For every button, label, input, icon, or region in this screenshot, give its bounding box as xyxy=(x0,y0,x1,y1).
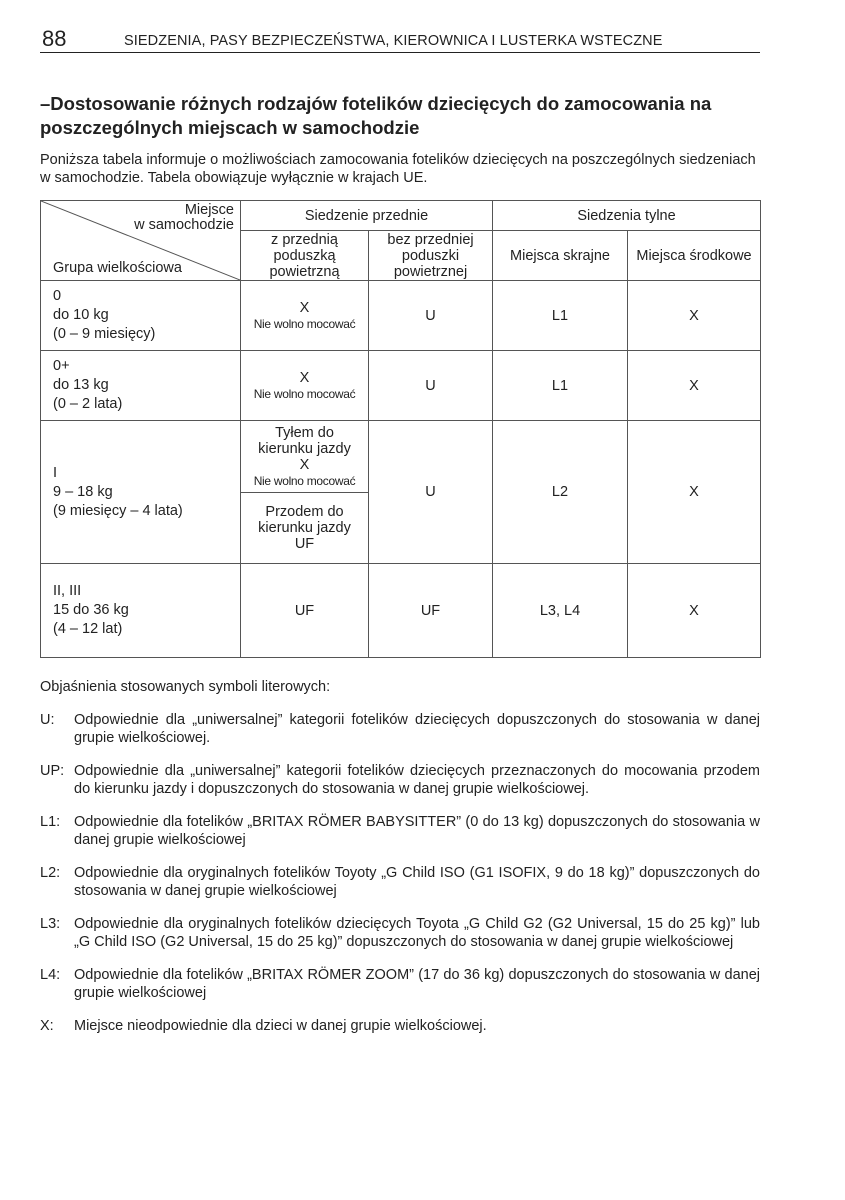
legend-text: Odpowiednie dla „uniwersalnej” kategorii fotelików dziecięcych dopuszczonych do stosowania w danej grupie wielkościowej. xyxy=(74,712,760,746)
outer-seats-header: Miejsca skrajne xyxy=(493,231,628,281)
group-cell: 0+ do 13 kg (0 – 2 lata) xyxy=(41,351,241,421)
rear-middle-cell: X xyxy=(628,421,761,564)
forward-facing-option: Przodem do kierunku jazdy UF xyxy=(258,504,351,552)
running-header: SIEDZENIA, PASY BEZPIECZEŃSTWA, KIEROWNICA I LUSTERKA WSTECZNE xyxy=(124,33,663,49)
front-without-airbag-cell: UF xyxy=(369,564,493,658)
rear-middle-cell: X xyxy=(628,351,761,421)
front-with-airbag-cell: X Nie wolno mocować xyxy=(241,281,369,351)
without-airbag-header: bez przedniej poduszki powietrznej xyxy=(369,231,493,281)
front-seat-header: Siedzenie przednie xyxy=(241,201,493,231)
legend-text: Odpowiednie dla fotelików „BRITAX RÖMER ZOOM” (17 do 36 kg) dopuszczonych do stosowania w danej grupie wielkościowej xyxy=(74,967,760,1001)
rear-outer-cell: L1 xyxy=(493,281,628,351)
with-airbag-header: z przednią poduszką powietrzną xyxy=(241,231,369,281)
legend-text: Odpowiednie dla oryginalnych fotelików Toyoty „G Child ISO (G1 ISOFIX, 9 do 18 kg)” dopuszczonych do stosowania w danej grupie wielkościowej xyxy=(74,865,760,899)
legend-item xyxy=(40,966,760,1002)
front-without-airbag-cell: U xyxy=(369,281,493,351)
legend-code: UP: xyxy=(40,763,65,779)
legend-item xyxy=(40,813,760,849)
front-with-airbag-cell xyxy=(241,421,369,564)
section-title: –Dostosowanie różnych rodzajów fotelików dziecięcych do zamocowania na poszczególnych miejscach w samochodzie xyxy=(40,93,712,138)
rear-middle-cell: X xyxy=(628,281,761,351)
legend-code: X: xyxy=(40,1018,54,1034)
table-row xyxy=(41,564,761,658)
table-row xyxy=(41,421,761,564)
group-cell: II, III 15 do 36 kg (4 – 12 lat) xyxy=(41,564,241,658)
table-row xyxy=(41,281,761,351)
table-row xyxy=(41,351,761,421)
rear-facing-option: Tyłem do kierunku jazdy X Nie wolno mocować xyxy=(241,421,368,493)
intro-paragraph: Poniższa tabela informuje o możliwościach zamocowania fotelików dziecięcych na poszczególnych siedzeniach w samochodzie. Tabela obowiązuje wyłącznie w krajach UE. xyxy=(40,152,756,186)
rear-seat-header: Siedzenia tylne xyxy=(493,201,761,231)
front-with-airbag-cell: UF xyxy=(241,564,369,658)
legend-item xyxy=(40,711,760,747)
corner-place-label: Miejsce w samochodzie xyxy=(134,202,234,233)
rear-outer-cell: L3, L4 xyxy=(493,564,628,658)
legend-item xyxy=(40,915,760,951)
front-with-airbag-cell: X Nie wolno mocować xyxy=(241,351,369,421)
header-rule xyxy=(40,52,760,53)
legend-code: L3: xyxy=(40,916,61,932)
legend-text: Odpowiednie dla oryginalnych fotelików dziecięcych Toyota „G Child G2 (G2 Universal, 15 do 25 kg)” lub „G Child ISO (G2 Universal, 15 do 25 kg)” dopuszczonych do stosowania w danej grupie wielkościowej xyxy=(74,916,760,950)
group-cell: I 9 – 18 kg (9 miesięcy – 4 lata) xyxy=(41,421,241,564)
front-without-airbag-cell: U xyxy=(369,421,493,564)
table-corner-cell xyxy=(41,201,241,281)
middle-seats-header: Miejsca środkowe xyxy=(628,231,761,281)
legend-code: U: xyxy=(40,712,55,728)
legend-item xyxy=(40,1017,760,1035)
legend-item xyxy=(40,864,760,900)
rear-middle-cell: X xyxy=(628,564,761,658)
rear-outer-cell: L2 xyxy=(493,421,628,564)
corner-group-label: Grupa wielkościowa xyxy=(53,260,182,276)
legend-code: L2: xyxy=(40,865,61,881)
child-seat-table xyxy=(40,200,761,658)
legend-text: Odpowiednie dla „uniwersalnej” kategorii fotelików dziecięcych przeznaczonych do mocowania przodem do kierunku jazdy i dopuszczonych do stosowania w danej grupie wielkościowej. xyxy=(74,763,760,797)
legend-intro: Objaśnienia stosowanych symboli literowych: xyxy=(40,679,331,695)
group-cell: 0 do 10 kg (0 – 9 miesięcy) xyxy=(41,281,241,351)
front-without-airbag-cell: U xyxy=(369,351,493,421)
page-number: 88 xyxy=(42,26,67,51)
legend-text: Odpowiednie dla fotelików „BRITAX RÖMER BABYSITTER” (0 do 13 kg) dopuszczonych do stosowania w danej grupie wielkościowej xyxy=(74,814,760,848)
rear-outer-cell: L1 xyxy=(493,351,628,421)
legend-code: L1: xyxy=(40,814,61,830)
legend-list xyxy=(40,711,760,1050)
legend-code: L4: xyxy=(40,967,61,983)
legend-item xyxy=(40,762,760,798)
legend-text: Miejsce nieodpowiednie dla dzieci w danej grupie wielkościowej. xyxy=(74,1018,487,1034)
